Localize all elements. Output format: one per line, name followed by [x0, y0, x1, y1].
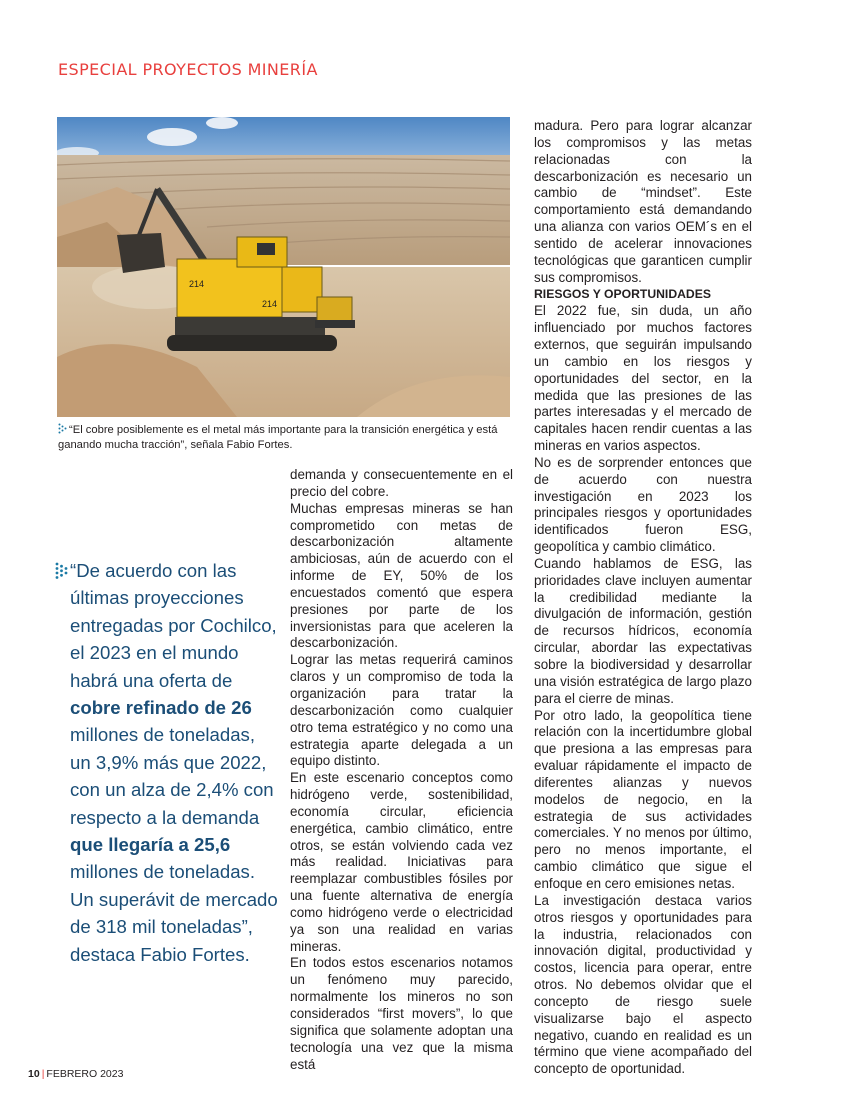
- section-subheading: RIESGOS Y OPORTUNIDADES: [534, 287, 711, 302]
- pull-quote: [50, 557, 280, 968]
- pull-quote-line: de 318 mil toneladas”,: [70, 916, 253, 938]
- caption-text: “El cobre posiblemente es el metal más importante para la transición energética y está ganando mucha tracción”, señala Fabio Fortes.: [58, 424, 498, 451]
- article-column-middle: [290, 467, 513, 1073]
- pull-quote-line: destaca Fabio Fortes.: [70, 943, 250, 965]
- pull-quote-lines: [50, 557, 280, 968]
- paragraph: demanda y consecuentemente en el precio del cobre.: [290, 467, 513, 499]
- svg-text:214: 214: [262, 299, 278, 309]
- paragraph: Muchas empresas mineras se han comprometido con metas de descarbonización altamente ambiciosas, aún de acuerdo con el informe de EY, 50% de los encuestados comentó que espera presiones por parte de los inversionistas para que aceleren la descarbonización.: [290, 500, 513, 651]
- pull-quote-line: el 2023 en el mundo: [70, 642, 239, 664]
- pull-quote-line: “De acuerdo con las: [70, 560, 237, 581]
- pull-quote-line: un 3,9% más que 2022,: [70, 751, 267, 773]
- paragraph: El 2022 fue, sin duda, un año influenciado por muchos factores externos, que seguirán impulsando un cambio en los riesgos y oportunidades del sector, en la medida que las presiones de las partes interesadas y el mercado de capitales hacen rendir cuentas a las mineras en varios aspectos.: [534, 303, 752, 454]
- pull-quote-line: habrá una oferta de: [70, 669, 233, 691]
- paragraph: La investigación destaca varios otros riesgos y oportunidades para la industria, relacionados con innovación digital, productividad y costos, licencia para operar, entre otros. No debemos olvidar que el concepto de riesgo suele visualizarse bajo el aspecto negativo, cuando en realidad es un término que viene acompañado del concepto de oportunidad.: [534, 892, 752, 1077]
- pull-quote-line: millones de toneladas.: [70, 861, 256, 883]
- photo-caption: [58, 423, 516, 453]
- paragraph: En todos estos escenarios notamos un fenómeno muy parecido, normalmente los mineros no son considerados “first movers”, lo que significa que solamente adoptan una tecnología una vez que la misma está: [290, 955, 513, 1072]
- paragraph: Lograr las metas requerirá caminos claros y un compromiso de toda la organización para tratar la descarbonización como cualquier otro tema estratégico y no como una estrategia aparte delegada a un equipo distinto.: [290, 652, 513, 769]
- pull-quote-line: últimas proyecciones: [70, 587, 244, 609]
- paragraph: madura. Pero para lograr alcanzar los compromisos y las metas relacionadas con la descarbonización es necesario un cambio de “mindset”. Este comportamiento está demandando una alianza con varios OEM´s en el sentido de acelerar innovaciones tecnológicas que garanticen cumplir sus compromisos.: [534, 118, 752, 285]
- bullet-dots-icon: [58, 423, 67, 434]
- page-number: 10: [28, 1068, 40, 1080]
- pull-quote-line: entregadas por Cochilco,: [70, 614, 277, 636]
- section-header: ESPECIAL PROYECTOS MINERÍA: [58, 60, 318, 79]
- pull-quote-line: con un alza de 2,4% con: [70, 779, 274, 801]
- issue-date: FEBRERO 2023: [46, 1068, 124, 1080]
- bullet-dots-icon: [55, 562, 69, 580]
- footer-separator: |: [41, 1068, 45, 1080]
- mining-excavator-photo: [57, 117, 510, 417]
- paragraph: No es de sorprender entonces que de acuerdo con nuestra investigación en 2023 los principales riesgos y oportunidades identificados fueron ESG, geopolítica y cambio climático.: [534, 454, 752, 555]
- article-column-right: [534, 118, 752, 1078]
- paragraph: Cuando hablamos de ESG, las prioridades clave incluyen aumentar la credibilidad mediante la divulgación de información, gestión de recursos hídricos, economía circular, abordar las expectativas sobre la biodiversidad y desarrollar una visión estratégica de largo plazo para el cierre de minas.: [534, 555, 752, 706]
- svg-text:214: 214: [189, 279, 205, 289]
- paragraph: En este escenario conceptos como hidrógeno verde, sostenibilidad, economía circular, eficiencia energética, cambio climático, entre otros, se están volviendo cada vez más realidad. Iniciativas para reemplazar combustibles fósiles por una fuente alternativa de energía como hidrógeno verde o electricidad ya son una realidad en varias mineras.: [290, 770, 513, 954]
- pull-quote-line: millones de toneladas,: [70, 724, 256, 746]
- pull-quote-line: respecto a la demanda: [70, 806, 260, 828]
- paragraph: Por otro lado, la geopolítica tiene relación con la incertidumbre global que presiona a las empresas para evaluar rápidamente el impacto de diferentes alianzas y nuevos modelos de negocio, en la estrategia de sus actividades comerciales. Y no menos por último, pero no menos importante, el cambio climático que sigue el enfoque en cero emisiones netas.: [534, 707, 752, 891]
- page-footer: [28, 1068, 123, 1080]
- pull-quote-line: Un superávit de mercado: [70, 888, 278, 910]
- pull-quote-line: cobre refinado de 26: [70, 697, 252, 719]
- pull-quote-line: que llegaría a 25,6: [70, 834, 231, 856]
